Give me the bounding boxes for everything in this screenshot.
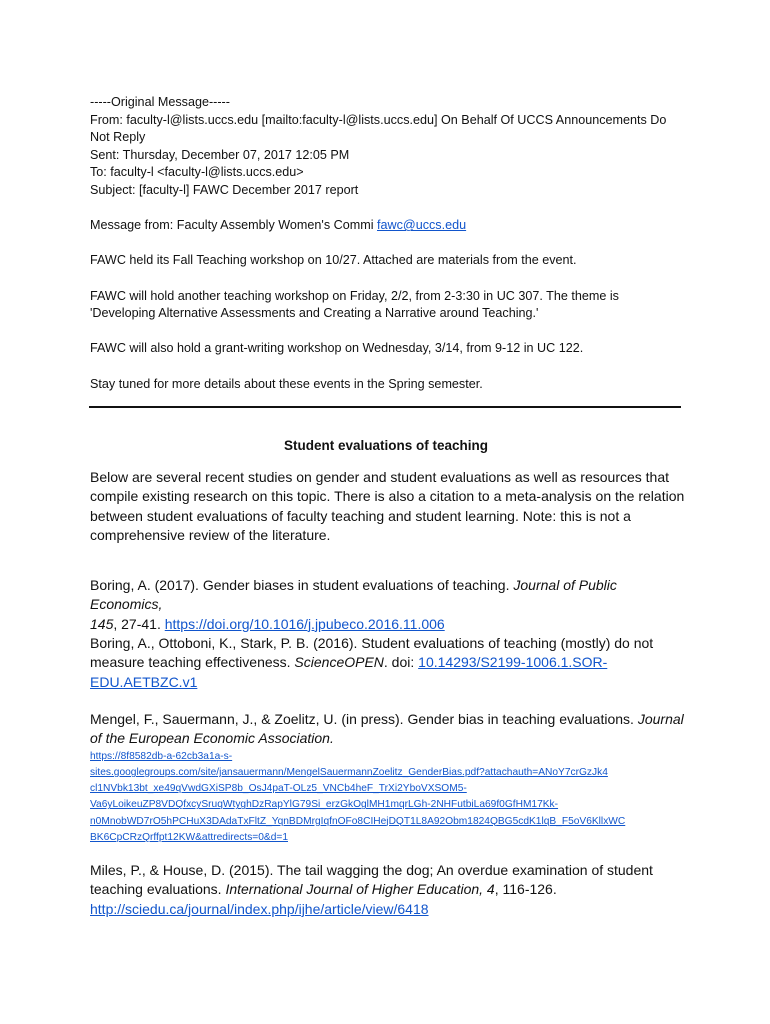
intro-line: Below are several recent studies on gender and student evaluations as well as resources that xyxy=(90,469,670,485)
section-intro xyxy=(90,468,690,546)
intro-line: comprehensive review of the literature. xyxy=(90,527,331,544)
from-line: From: faculty-l@lists.uccs.edu [mailto:faculty-l@lists.uccs.edu] On Behalf Of UCCS Announcements Do xyxy=(90,112,667,127)
original-message-marker: -----Original Message----- xyxy=(90,95,230,109)
forwarded-email xyxy=(90,94,682,393)
ref-journal: of the European Economic Association. xyxy=(90,730,334,747)
pdf-link-line: Va6yLoikeuZP8VDQfxcySruqWtyghDzRapYlG79Si_erzGkOglMH1mqrLGh-2NHFutbiLa69f0GfHM17Kk- xyxy=(90,799,559,811)
from-line-cont: Not Reply xyxy=(90,130,146,145)
to-line: To: faculty-l <faculty-l@lists.uccs.edu> xyxy=(90,165,304,180)
reference-miles xyxy=(90,861,690,919)
subject-line: Subject: [faculty-l] FAWC December 2017 report xyxy=(90,182,359,197)
pdf-link-line: cl1NVbk13bt_xe49qVwdGXiSP8b_OsJ4paT-OLz5_VNCb4heF_TrXi2YboVXSOM5- xyxy=(90,783,467,795)
pdf-link-line: BK6CpCRzQrffpt12KW&attredirects=0&d=1 xyxy=(90,831,288,843)
email-paragraph-4: Stay tuned for more details about these events in the Spring semester. xyxy=(90,376,483,391)
doi-link[interactable]: 10.14293/S2199-1006.1.SOR- xyxy=(418,654,608,671)
doi-link-cont[interactable]: EDU.AETBZC.v1 xyxy=(90,673,198,690)
message-from-text: Message from: Faculty Assembly Women's Commi xyxy=(90,218,378,233)
article-link[interactable]: http://sciedu.ca/journal/index.php/ijhe/article/view/6418 xyxy=(90,900,429,917)
reference-boring-2017 xyxy=(90,576,690,634)
doi-link[interactable]: https://doi.org/10.1016/j.jpubeco.2016.11.006 xyxy=(164,615,445,632)
email-paragraph-2-line-2: 'Developing Alternative Assessments and Creating a Narrative around Teaching.' xyxy=(90,306,539,321)
pdf-link-line: sites.googlegroups.com/site/jansauermann/MengelSauermannZoelitz_GenderBias.pdf?attachauth=ANoY7crGzJk4 xyxy=(90,767,608,779)
ref-volume: 145 xyxy=(90,615,114,632)
horizontal-divider xyxy=(89,406,681,408)
email-paragraph-2-line-1: FAWC will hold another teaching workshop on Friday, 2/2, from 2-3:30 in UC 307. The theme is xyxy=(90,288,619,303)
intro-line: between student evaluations of faculty teaching and student learning. Note: this is not a xyxy=(90,507,631,524)
ref-text: teaching evaluations. xyxy=(90,881,226,898)
ref-text: . doi: xyxy=(383,654,419,671)
ref-pages: , 27-41. xyxy=(113,615,165,632)
fawc-email-link[interactable]: fawc@uccs.edu xyxy=(377,218,467,233)
ref-text: measure teaching effectiveness. xyxy=(90,654,295,671)
reference-boring-2016 xyxy=(90,634,690,692)
ref-journal: International Journal of Higher Education, 4 xyxy=(225,881,495,898)
sent-line: Sent: Thursday, December 07, 2017 12:05 PM xyxy=(90,147,350,162)
email-paragraph-3: FAWC will also hold a grant-writing workshop on Wednesday, 3/14, from 9-12 in UC 122. xyxy=(90,341,584,356)
reference-mengel xyxy=(90,710,690,846)
pdf-link[interactable] xyxy=(90,749,680,846)
ref-pages: , 116-126. xyxy=(494,881,557,898)
pdf-link-line: n0MnobWD7rO5hPCHuX3DAdaTxFltZ_YqnBDMrgIqfnOFo8CIHejDQT1L8A92Obm1824QBG5cdK1lqB_F5oV6KllxWC xyxy=(90,815,626,827)
intro-line: compile existing research on this topic. There is also a citation to a meta-analysis on the relation xyxy=(90,488,685,505)
section-heading: Student evaluations of teaching xyxy=(283,438,489,453)
ref-text: Boring, A., Ottoboni, K., Stark, P. B. (2016). Student evaluations of teaching (mostly) do not xyxy=(90,635,654,651)
email-paragraph-1: FAWC held its Fall Teaching workshop on 10/27. Attached are materials from the event. xyxy=(90,253,577,268)
ref-text: Mengel, F., Sauermann, J., & Zoelitz, U. (in press). Gender bias in teaching evaluations. xyxy=(90,711,638,727)
ref-text: Miles, P., & House, D. (2015). The tail wagging the dog; An overdue examination of student xyxy=(90,862,653,878)
message-from xyxy=(90,217,682,235)
ref-text: Boring, A. (2017). Gender biases in student evaluations of teaching. xyxy=(90,577,514,593)
ref-journal: ScienceOPEN xyxy=(294,654,384,671)
pdf-link-line: https://8f8582db-a-62cb3a1a-s- xyxy=(90,750,233,762)
ref-journal: Journal of Public Economics, xyxy=(90,577,617,613)
ref-journal: Journal xyxy=(637,711,684,727)
